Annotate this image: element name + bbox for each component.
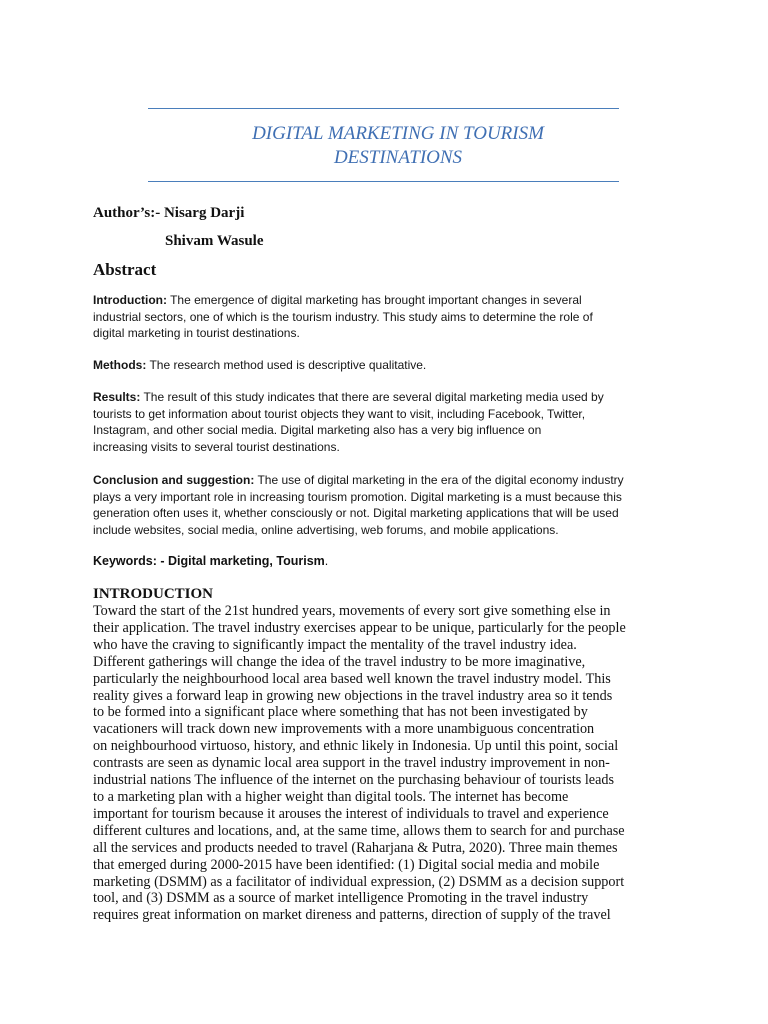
introduction-line: Toward the start of the 21st hundred years, movements of every sort give something else in: [93, 603, 611, 619]
paper-title-line-2: DESTINATIONS: [333, 147, 463, 168]
introduction-line: who have the craving to significantly impact the mentality of the travel industry idea.: [93, 636, 577, 653]
introduction-line: to be formed into a significant place where something that has not been investigated by: [93, 704, 588, 721]
keywords-value: Digital marketing, Tourism: [168, 554, 325, 568]
introduction-line: contrasts are seen as dynamic local area support in the travel industry improvement in non-: [93, 755, 610, 772]
introduction-line: vacationers will track down new improvements with a more unambiguous concentration: [93, 721, 595, 738]
abstract-introduction-label: Introduction:: [93, 293, 167, 307]
introduction-body: [93, 603, 693, 924]
abstract-conclusion-line: The use of digital marketing in the era of the digital economy industry: [254, 473, 624, 487]
abstract-heading: Abstract: [93, 260, 157, 279]
abstract-introduction: [93, 292, 693, 342]
introduction-line: industrial nations The influence of the internet on the purchasing behaviour of tourists leads: [93, 772, 614, 789]
introduction-line: all the services and products needed to travel (Raharjana & Putra, 2020). Three main themes: [93, 839, 618, 856]
introduction-line: to a marketing plan with a higher weight than digital tools. The internet has become: [93, 788, 569, 805]
abstract-results-line: increasing visits to several tourist destinations.: [93, 439, 340, 454]
keywords-end: .: [324, 554, 329, 568]
introduction-line: that emerged during 2000-2015 have been identified: (1) Digital social media and mobile: [93, 856, 600, 873]
introduction-line: Different gatherings will change the idea of the travel industry to be more imaginative,: [93, 653, 586, 670]
title-rule-bottom: [148, 181, 619, 182]
abstract-methods-label: Methods:: [93, 358, 147, 372]
author-second: Shivam Wasule: [165, 233, 264, 249]
paper-title: [148, 122, 648, 170]
abstract-conclusion-line: plays a very important role in increasing tourism promotion. Digital marketing is a must because this: [93, 489, 622, 504]
keywords-label: Keywords: -: [93, 554, 169, 568]
abstract-introduction-line: digital marketing in tourist destinations.: [93, 326, 300, 340]
abstract-conclusion-line: generation often uses it, whether consciously or not. Digital marketing applications that will be used: [93, 506, 619, 520]
title-rule-top: [148, 108, 619, 109]
abstract-conclusion: [93, 472, 693, 538]
introduction-line: their application. The travel industry exercises appear to be unique, particularly for the people: [93, 619, 626, 636]
introduction-line: important for tourism because it arouses the interest of individuals to travel and experience: [93, 805, 609, 822]
introduction-line: reality gives a forward leap in growing new objections in the travel industry area so it tends: [93, 687, 613, 704]
introduction-line: on neighbourhood virtuoso, history, and ethnic likely in Indonesia. Up until this point, social: [93, 738, 619, 755]
abstract-methods: [93, 357, 693, 374]
authors-block: [93, 205, 264, 249]
abstract-introduction-line: The emergence of digital marketing has brought important changes in several: [166, 293, 582, 307]
introduction-line: different cultures and locations, and, at the same time, allows them to search for and purchase: [93, 822, 625, 839]
paper-title-line-1: DIGITAL MARKETING IN TOURISM: [252, 123, 544, 144]
introduction-line: requires great information on market direness and patterns, direction of supply of the travel: [93, 907, 611, 924]
abstract-conclusion-label: Conclusion and suggestion:: [93, 473, 255, 487]
abstract-results-label: Results:: [93, 390, 141, 404]
abstract-results: [93, 389, 693, 455]
abstract-conclusion-line: include websites, social media, online advertising, web forums, and mobile applications.: [93, 522, 559, 537]
abstract-results-line: tourists to get information about tourist objects they want to visit, including Facebook, Twitter,: [93, 406, 586, 421]
author-first: Author’s:- Nisarg Darji: [93, 205, 245, 221]
abstract-results-line: The result of this study indicates that there are several digital marketing media used by: [140, 390, 604, 404]
abstract-introduction-line: industrial sectors, one of which is the tourism industry. This study aims to determine the role of: [93, 309, 593, 324]
introduction-heading: INTRODUCTION: [93, 586, 214, 602]
keywords: [93, 554, 328, 568]
abstract-results-line: Instagram, and other social media. Digital marketing also has a very big influence on: [93, 423, 542, 437]
introduction-line: marketing (DSMM) as a facilitator of individual expression, (2) DSMM as a decision support: [93, 873, 625, 890]
introduction-line: tool, and (3) DSMM as a source of market intelligence Promoting in the travel industry: [93, 890, 589, 907]
introduction-line: particularly the neighbourhood local area based well known the travel industry model. This: [93, 670, 611, 687]
abstract-methods-line: The research method used is descriptive qualitative.: [146, 358, 427, 372]
